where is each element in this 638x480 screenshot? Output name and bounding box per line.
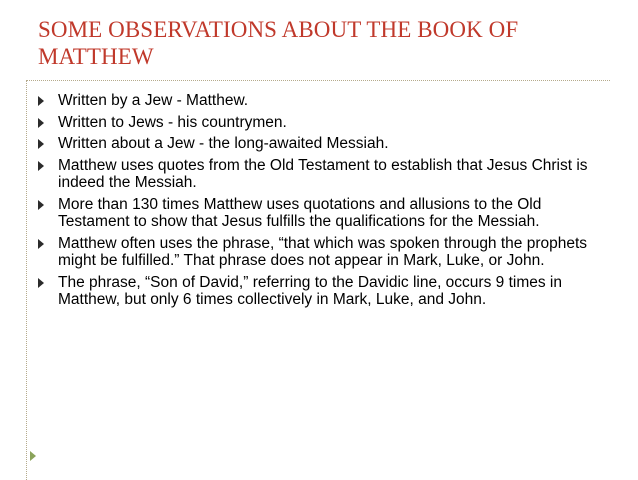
triangle-right-icon: [38, 96, 44, 106]
triangle-right-icon: [38, 118, 44, 128]
bullet-item: [36, 157, 596, 192]
left-border-line: [26, 80, 27, 480]
bullet-item: [36, 92, 596, 110]
bullet-item: [36, 274, 596, 309]
bullet-item: [36, 135, 596, 153]
bullet-text: Matthew uses quotes from the Old Testament to establish that Jesus Christ is indeed the Messiah.: [58, 156, 588, 191]
triangle-right-icon: [38, 139, 44, 149]
triangle-right-icon: [38, 239, 44, 249]
triangle-right-icon: [38, 200, 44, 210]
triangle-right-icon: [38, 161, 44, 171]
bullet-list: [36, 92, 596, 313]
triangle-right-icon: [38, 278, 44, 288]
slide-title: SOME OBSERVATIONS ABOUT THE BOOK OF MATTHEW: [38, 17, 519, 69]
bullet-text: Matthew often uses the phrase, “that which was spoken through the prophets might be fulfilled.” That phrase does not appear in Mark, Luke, or John.: [58, 234, 588, 269]
bullet-item: [36, 196, 596, 231]
bullet-text: Written by a Jew - Matthew.: [58, 92, 249, 109]
chevron-right-icon: [30, 451, 36, 461]
bullet-item: [36, 235, 596, 270]
bullet-text: Written about a Jew - the long-awaited Messiah.: [58, 135, 389, 152]
bullet-item: [36, 114, 596, 132]
bullet-text: Written to Jews - his countrymen.: [58, 113, 287, 131]
title-divider: [26, 80, 610, 81]
bullet-text: The phrase, “Son of David,” referring to the Davidic line, occurs 9 times in Matthew, but only 6 times collectively in Mark, Luke, and John.: [58, 273, 562, 308]
bullet-text: More than 130 times Matthew uses quotations and allusions to the Old Testament to show that Jesus fulfills the qualifications for the Messiah.: [58, 195, 542, 230]
